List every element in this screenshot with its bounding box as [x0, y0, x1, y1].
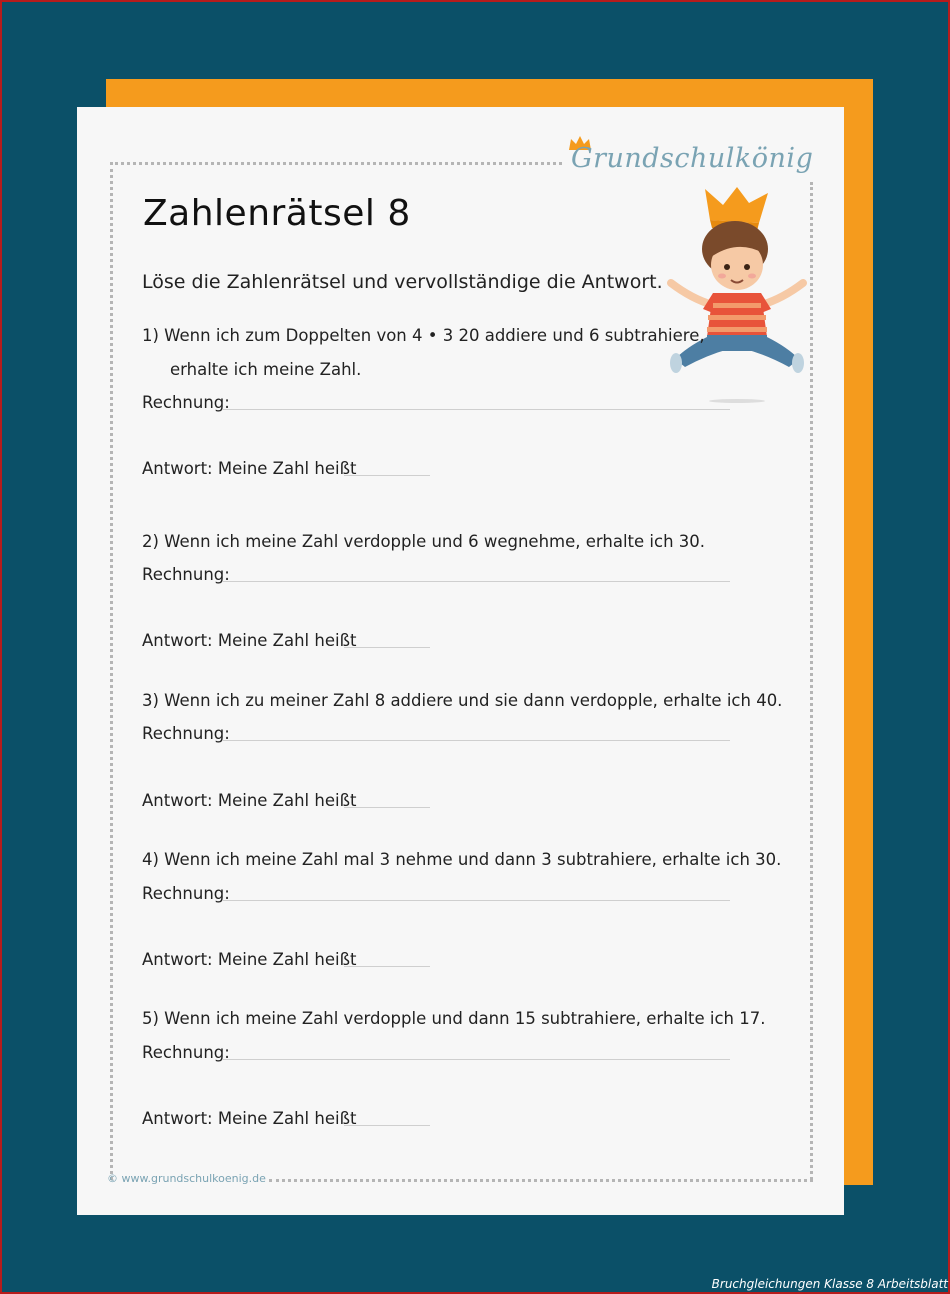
task-5-answer-field[interactable] — [344, 1125, 430, 1126]
task-5-calc-field[interactable] — [222, 1059, 730, 1060]
footer-url: © www.grundschulkoenig.de — [107, 1172, 266, 1185]
brand-logo: Grundschulkönig — [571, 143, 814, 174]
task-4-calc-label: Rechnung: — [142, 884, 230, 903]
task-3-answer-field[interactable] — [344, 807, 430, 808]
instruction-text: Löse die Zahlenrätsel und vervollständige die Antwort. — [142, 271, 663, 293]
task-3-calc-label: Rechnung: — [142, 724, 230, 743]
dotted-border-bottom — [269, 1179, 813, 1182]
task-1-answer-field[interactable] — [344, 475, 430, 476]
dotted-border-top — [110, 162, 562, 165]
task-2-answer-field[interactable] — [344, 647, 430, 648]
boy-illustration — [667, 187, 807, 407]
task-3-answer-label: Antwort: Meine Zahl heißt — [142, 791, 357, 810]
task-4-answer-field[interactable] — [344, 966, 430, 967]
dotted-border-left — [110, 162, 113, 1180]
task-1-calc-label: Rechnung: — [142, 393, 230, 412]
task-1-calc-field[interactable] — [222, 409, 730, 410]
dotted-border-right — [810, 182, 813, 1180]
task-5-calc-label: Rechnung: — [142, 1043, 230, 1062]
task-2-answer-label: Antwort: Meine Zahl heißt — [142, 631, 357, 650]
task-3-calc-field[interactable] — [222, 740, 730, 741]
worksheet-page — [77, 107, 844, 1215]
task-4-answer-label: Antwort: Meine Zahl heißt — [142, 950, 357, 969]
task-2-calc-label: Rechnung: — [142, 565, 230, 584]
task-2-calc-field[interactable] — [222, 581, 730, 582]
task-1-text-continued: erhalte ich meine Zahl. — [170, 360, 362, 379]
task-5-answer-label: Antwort: Meine Zahl heißt — [142, 1109, 357, 1128]
task-4-calc-field[interactable] — [222, 900, 730, 901]
task-5-text: 5) Wenn ich meine Zahl verdopple und dann 15 subtrahiere, erhalte ich 17. — [142, 1009, 766, 1028]
task-1-text: 1) Wenn ich zum Doppelten von 4 • 3 20 addiere und 6 subtrahiere, — [142, 326, 705, 345]
task-2-text: 2) Wenn ich meine Zahl verdopple und 6 wegnehme, erhalte ich 30. — [142, 532, 706, 551]
page-title: Zahlenrätsel 8 — [143, 193, 411, 234]
task-4-text: 4) Wenn ich meine Zahl mal 3 nehme und dann 3 subtrahiere, erhalte ich 30. — [142, 850, 782, 869]
image-caption: Bruchgleichungen Klasse 8 Arbeitsblatt — [711, 1277, 948, 1291]
task-1-answer-label: Antwort: Meine Zahl heißt — [142, 459, 357, 478]
task-3-text: 3) Wenn ich zu meiner Zahl 8 addiere und sie dann verdopple, erhalte ich 40. — [142, 691, 783, 710]
